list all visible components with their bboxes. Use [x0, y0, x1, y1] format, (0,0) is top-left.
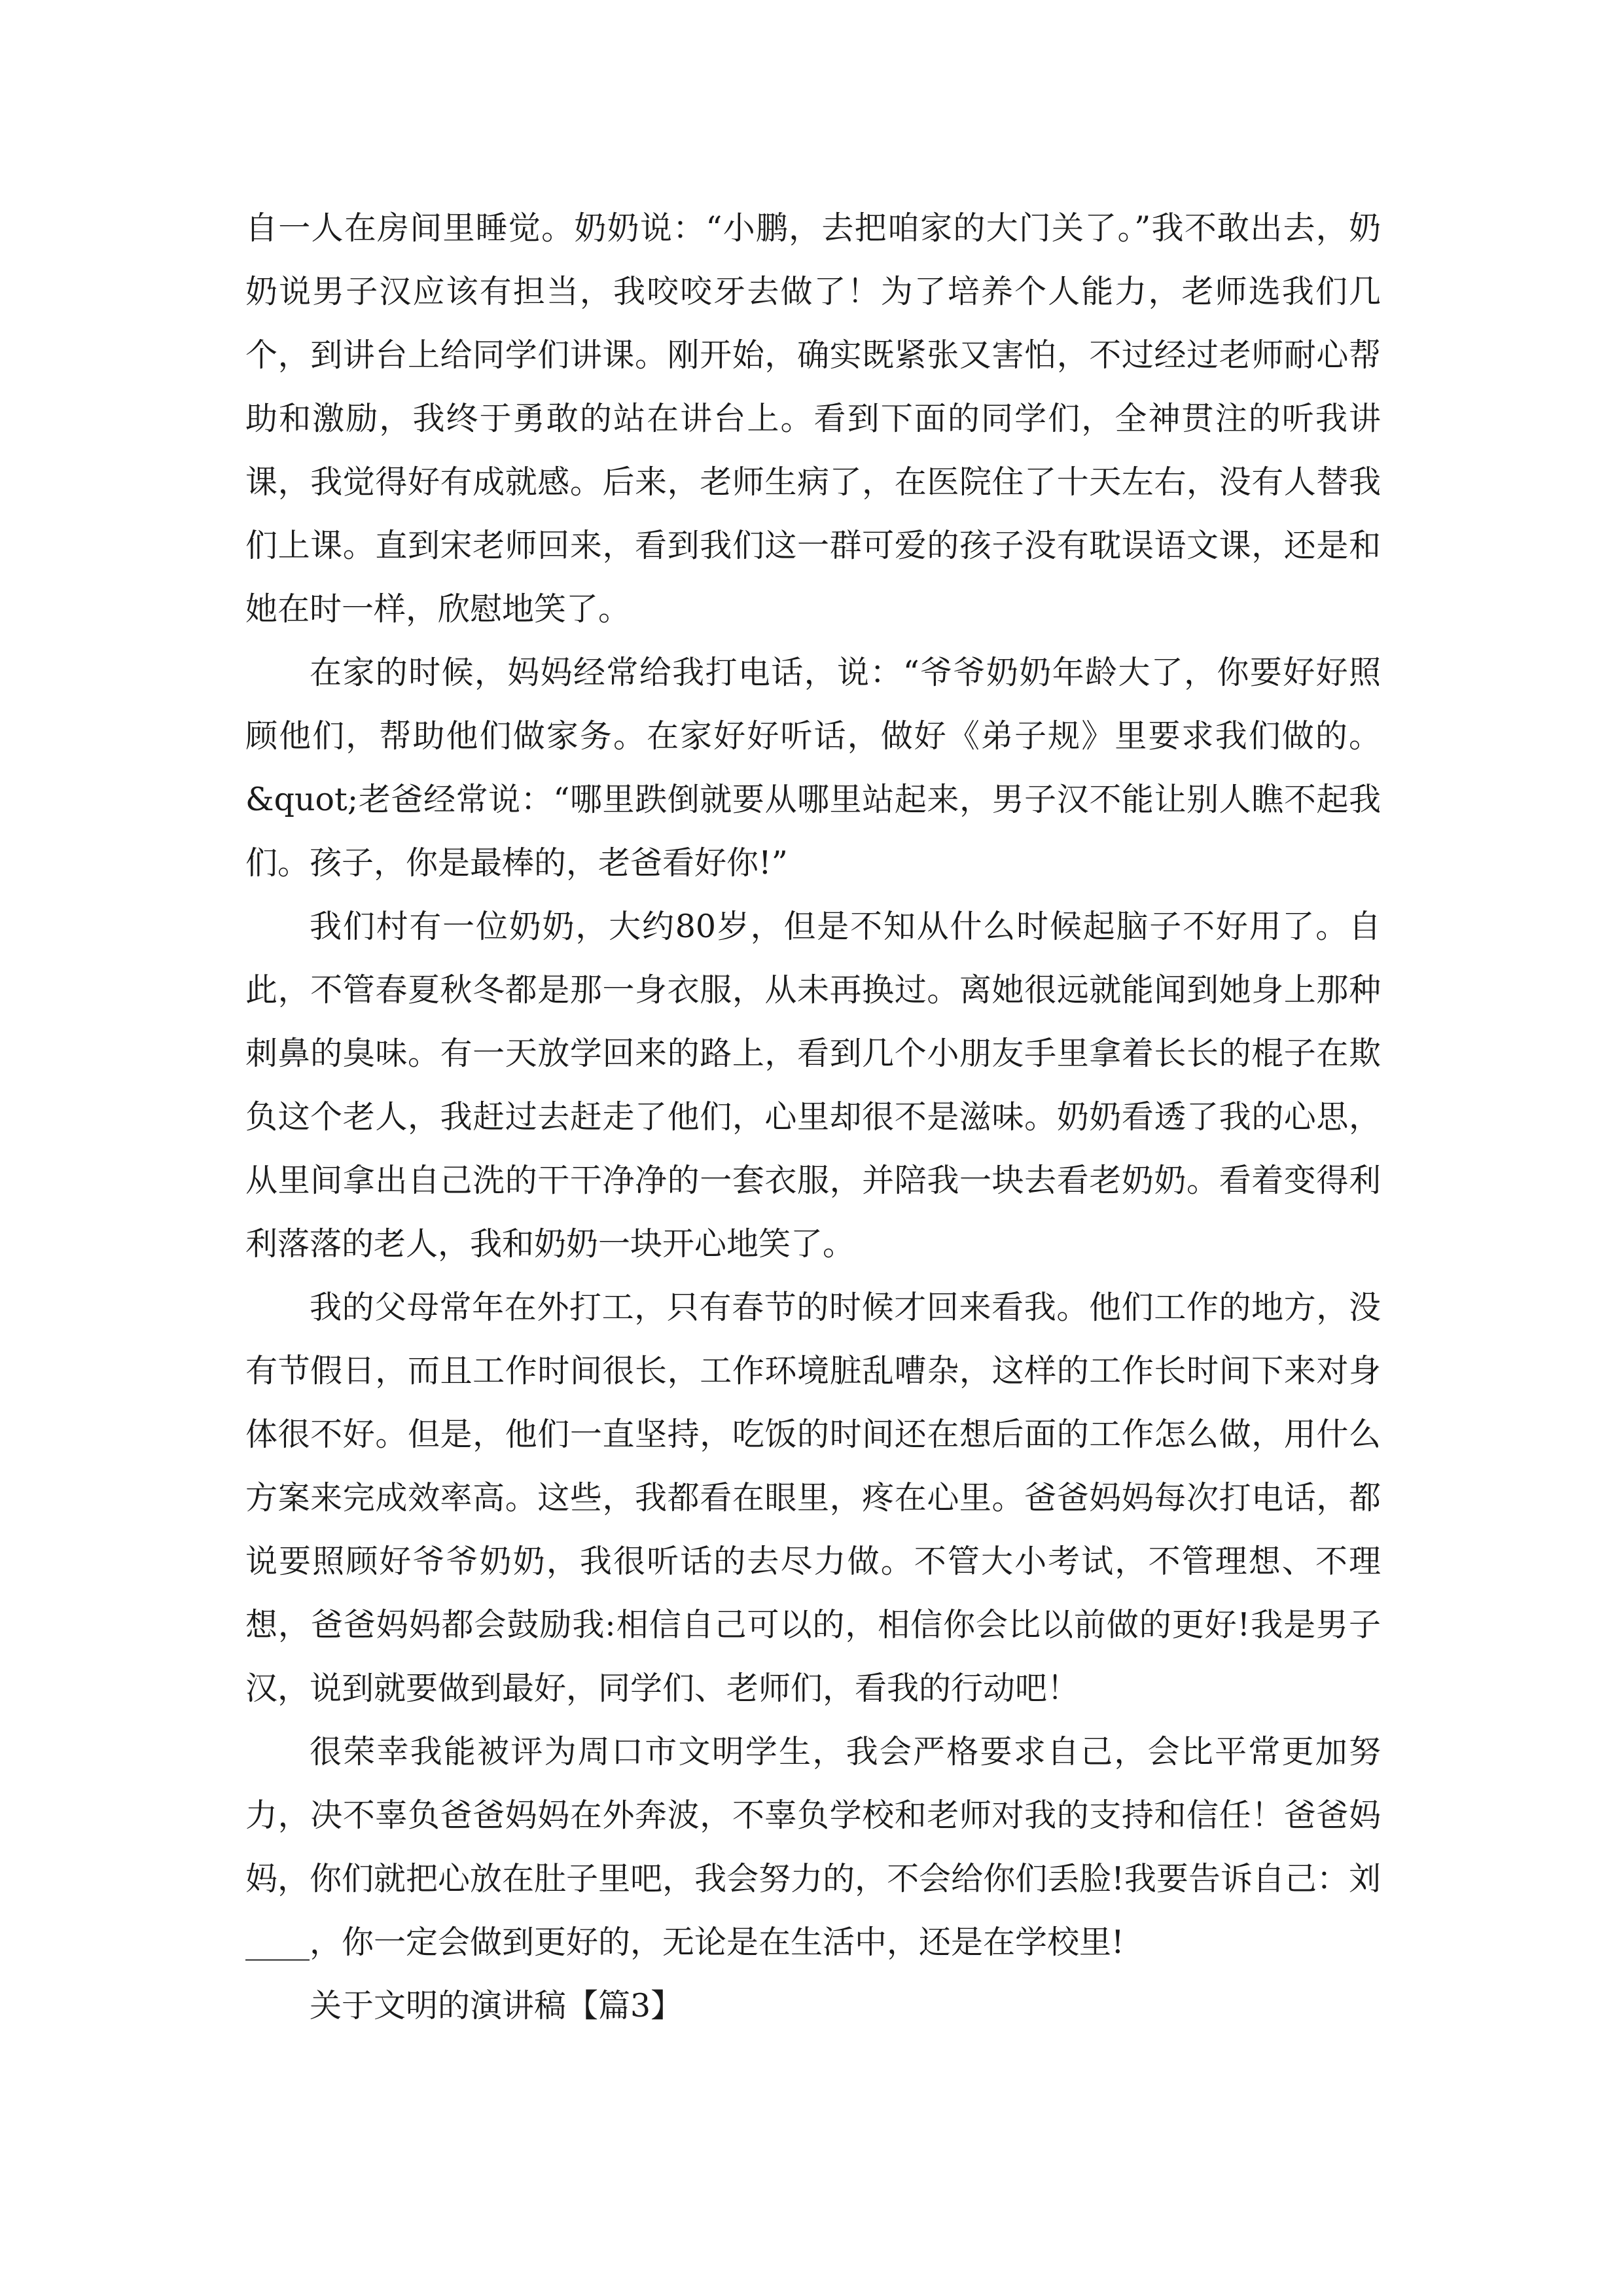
document-body: [245, 196, 1381, 2037]
section-heading: 关于文明的演讲稿【篇3】: [310, 1987, 683, 2024]
paragraph-old-grandma: 我们村有一位奶奶，大约80岁，但是不知从什么时候起脑子不好用了。自此，不管春夏秋冬都是那一身衣服，从未再换过。离她很远就能闻到她身上那种刺鼻的臭味。有一天放学回来的路上，看到几个小朋友手里拿着长长的棍子在欺负这个老人，我赶过去赶走了他们，心里却很不是滋味。奶奶看透了我的心思，从里间拿出自己洗的干干净净的一套衣服，并陪我一块去看老奶奶。看着变得利利落落的老人，我和奶奶一块开心地笑了。: [245, 908, 1381, 1263]
paragraph-parents-work: 我的父母常年在外打工，只有春节的时候才回来看我。他们工作的地方，没有节假日，而且工作时间很长，工作环境脏乱嘈杂，这样的工作长时间下来对身体很不好。但是，他们一直坚持，吃饭的时间还在想后面的工作怎么做，用什么方案来完成效率高。这些，我都看在眼里，疼在心里。爸爸妈妈每次打电话，都说要照顾好爷爷奶奶，我很听话的去尽力做。不管大小考试，不管理想、不理想，爸爸妈妈都会鼓励我:相信自己可以的，相信你会比以前做的更好!我是男子汉，说到就要做到最好，同学们、老师们，看我的行动吧！: [245, 1289, 1381, 1707]
paragraph-phone-call: 在家的时候，妈妈经常给我打电话，说：“爷爷奶奶年龄大了，你要好好照顾他们，帮助他们做家务。在家好好听话，做好《弟子规》里要求我们做的。&quot;老爸经常说：“哪里跌倒就要从哪里站起来，男子汉不能让别人瞧不起我们。孩子，你是最棒的，老爸看好你!”: [245, 654, 1381, 882]
paragraph-civilized-student: 很荣幸我能被评为周口市文明学生，我会严格要求自己，会比平常更加努力，决不辜负爸爸妈妈在外奔波，不辜负学校和老师对我的支持和信任！爸爸妈妈，你们就把心放在肚子里吧，我会努力的，不会给你们丢脸!我要告诉自己：刘____，你一定会做到更好的，无论是在生活中，还是在学校里!: [245, 1733, 1381, 1961]
paragraph-continuation: 自一人在房间里睡觉。奶奶说：“小鹏，去把咱家的大门关了。”我不敢出去，奶奶说男子汉应该有担当，我咬咬牙去做了！为了培养个人能力，老师选我们几个，到讲台上给同学们讲课。刚开始，确实既紧张又害怕，不过经过老师耐心帮助和激励，我终于勇敢的站在讲台上。看到下面的同学们，全神贯注的听我讲课，我觉得好有成就感。后来，老师生病了，在医院住了十天左右，没有人替我们上课。直到宋老师回来，看到我们这一群可爱的孩子没有耽误语文课，还是和她在时一样，欣慰地笑了。: [245, 209, 1381, 628]
